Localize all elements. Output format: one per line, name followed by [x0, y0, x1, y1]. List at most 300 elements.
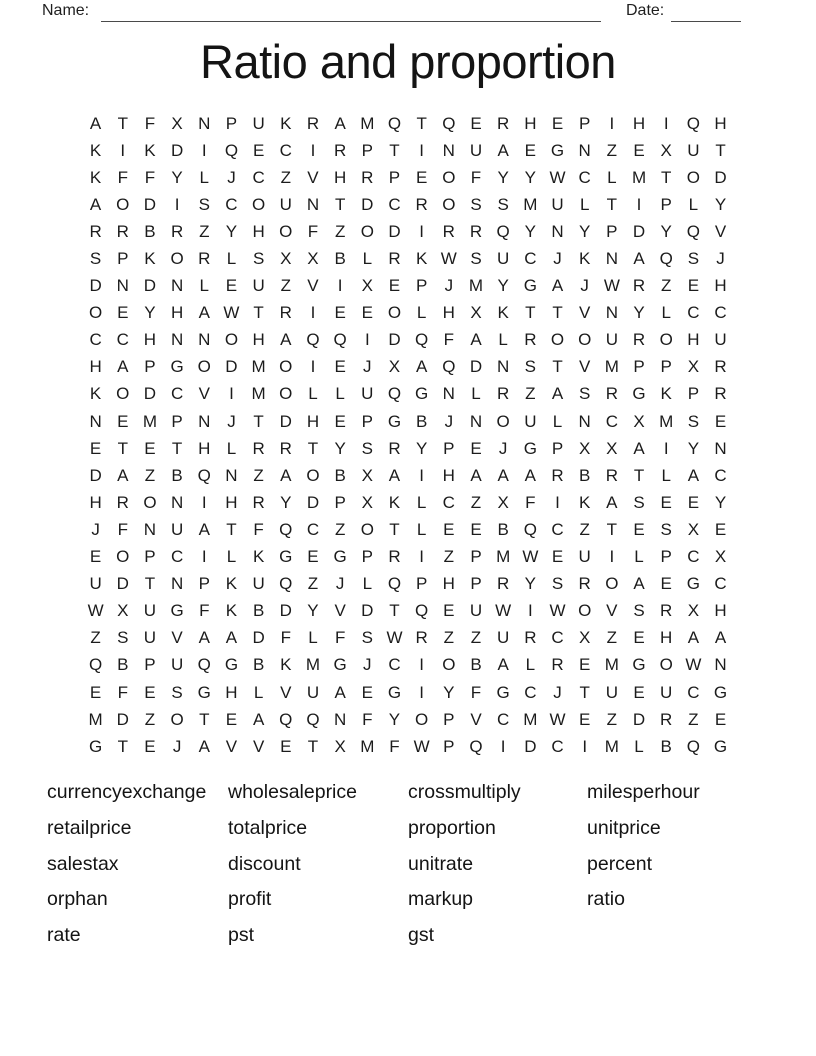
grid-letter: S [117, 628, 129, 648]
grid-letter: P [579, 113, 591, 133]
grid-letter: A [524, 465, 536, 485]
grid-letter: J [335, 574, 345, 594]
grid-letter: Z [334, 221, 346, 241]
grid-letter: U [252, 574, 265, 594]
grid-letter: Q [442, 113, 456, 133]
grid-letter: V [470, 709, 482, 729]
grid-letter: I [582, 736, 588, 756]
grid-letter: P [225, 113, 238, 133]
grid-letter: K [388, 492, 401, 512]
word-item: profit [228, 888, 272, 911]
grid-letter: U [687, 140, 700, 160]
grid-letter: O [88, 303, 103, 323]
grid-letter: E [89, 438, 102, 458]
grid-letter: L [199, 167, 209, 187]
grid-letter: Y [714, 194, 727, 214]
grid-letter: E [551, 113, 564, 133]
grid-letter: Z [606, 709, 618, 729]
grid-letter: F [525, 492, 536, 512]
grid-letter: Y [280, 492, 292, 512]
grid-letter: N [143, 519, 157, 539]
grid-letter: L [607, 167, 617, 187]
grid-letter: O [116, 547, 130, 567]
word-item: unitrate [408, 852, 474, 875]
grid-letter: E [633, 682, 645, 702]
grid-letter: T [253, 411, 264, 431]
grid-letter: U [497, 249, 510, 269]
grid-letter: P [144, 655, 156, 675]
grid-letter: P [415, 276, 428, 296]
grid-letter: T [171, 438, 183, 458]
grid-letter: U [306, 682, 320, 702]
grid-letter: D [143, 276, 157, 296]
grid-letter: O [279, 221, 293, 241]
name-blank-line [101, 0, 601, 22]
grid-letter: O [415, 709, 429, 729]
grid-letter: K [252, 547, 265, 567]
grid-letter: I [527, 601, 533, 621]
grid-letter: W [685, 655, 702, 675]
grid-letter: I [201, 492, 207, 512]
grid-letter: Y [334, 438, 346, 458]
grid-letter: R [632, 330, 646, 350]
grid-letter: C [714, 465, 727, 485]
grid-letter: N [605, 303, 618, 323]
grid-letter: D [632, 709, 646, 729]
grid-letter: W [549, 709, 566, 729]
grid-letter: R [524, 628, 537, 648]
grid-letter: L [362, 574, 373, 594]
grid-letter: U [605, 330, 618, 350]
grid-letter: Z [470, 492, 482, 512]
grid-letter: C [388, 194, 401, 214]
grid-letter: X [361, 492, 373, 512]
grid-letter: O [170, 709, 184, 729]
grid-letter: C [442, 492, 455, 512]
grid-letter: Y [225, 221, 238, 241]
grid-letter: B [334, 465, 346, 485]
grid-letter: O [578, 330, 592, 350]
grid-letter: A [89, 113, 102, 133]
grid-letter: E [117, 303, 129, 323]
grid-letter: T [525, 303, 536, 323]
grid-letter: K [660, 384, 672, 404]
grid-letter: F [443, 330, 455, 350]
grid-letter: Y [497, 167, 509, 187]
grid-letter: W [440, 249, 457, 269]
grid-letter: A [198, 303, 210, 323]
grid-letter: Z [606, 140, 618, 160]
grid-letter: R [605, 384, 618, 404]
grid-letter: O [197, 357, 211, 377]
grid-letter: D [388, 330, 401, 350]
grid-letter: P [633, 357, 645, 377]
word-item: orphan [47, 888, 108, 911]
grid-letter: S [551, 574, 564, 594]
grid-letter: K [144, 140, 156, 160]
grid-letter: V [579, 357, 591, 377]
grid-letter: V [198, 384, 210, 404]
grid-letter: B [144, 221, 156, 241]
grid-letter: A [497, 140, 509, 160]
grid-letter: R [524, 330, 537, 350]
word-item: proportion [408, 817, 496, 840]
grid-letter: P [660, 194, 672, 214]
grid-letter: A [497, 465, 509, 485]
grid-letter: Q [306, 709, 320, 729]
grid-letter: T [606, 194, 618, 214]
grid-letter: C [524, 682, 537, 702]
grid-letter: N [714, 438, 727, 458]
grid-letter: Q [387, 113, 402, 133]
grid-letter: N [714, 655, 727, 675]
grid-letter: M [604, 357, 619, 377]
grid-letter: H [89, 492, 102, 512]
grid-letter: E [89, 547, 102, 567]
grid-letter: M [360, 113, 375, 133]
grid-letter: Y [497, 276, 509, 296]
grid-letter: Q [306, 330, 320, 350]
grid-letter: I [120, 140, 126, 160]
grid-letter: O [279, 357, 293, 377]
grid-letter: O [360, 519, 374, 539]
grid-letter: A [198, 736, 210, 756]
grid-letter: S [579, 384, 591, 404]
grid-letter: S [660, 519, 672, 539]
grid-letter: A [388, 465, 401, 485]
grid-letter: D [632, 221, 646, 241]
grid-letter: R [279, 303, 292, 323]
grid-letter: G [224, 655, 239, 675]
grid-letter: U [605, 682, 618, 702]
grid-letter: I [419, 465, 425, 485]
grid-letter: X [497, 492, 509, 512]
grid-letter: U [551, 194, 564, 214]
grid-letter: Q [333, 330, 347, 350]
grid-letter: I [555, 492, 560, 512]
grid-letter: M [523, 709, 538, 729]
grid-letter: R [415, 628, 428, 648]
grid-letter: A [198, 519, 210, 539]
grid-letter: K [225, 574, 238, 594]
grid-letter: P [606, 221, 618, 241]
grid-letter: K [89, 140, 102, 160]
grid-letter: O [659, 655, 673, 675]
grid-letter: T [389, 140, 400, 160]
grid-letter: N [198, 411, 211, 431]
word-item: totalprice [228, 817, 308, 840]
grid-letter: E [280, 736, 292, 756]
grid-letter: C [714, 303, 727, 323]
grid-letter: U [170, 655, 184, 675]
grid-letter: J [580, 276, 589, 296]
grid-letter: V [307, 167, 319, 187]
grid-letter: I [229, 384, 234, 404]
grid-letter: A [117, 357, 129, 377]
grid-letter: C [306, 519, 320, 539]
grid-letter: R [442, 221, 455, 241]
grid-letter: M [305, 655, 321, 675]
grid-letter: F [470, 167, 482, 187]
grid-letter: U [170, 519, 184, 539]
grid-letter: G [387, 682, 402, 702]
grid-letter: D [143, 194, 157, 214]
grid-letter: S [171, 682, 183, 702]
grid-letter: T [144, 574, 156, 594]
grid-letter: T [579, 682, 590, 702]
grid-letter: Y [307, 601, 319, 621]
grid-letter: X [606, 438, 618, 458]
grid-letter: A [334, 682, 346, 702]
wordsearch-grid [82, 110, 734, 760]
grid-letter: O [143, 492, 157, 512]
grid-letter: Y [524, 167, 536, 187]
grid-letter: Y [388, 709, 401, 729]
grid-letter: G [333, 547, 347, 567]
grid-letter: J [363, 655, 372, 675]
grid-letter: Q [686, 221, 700, 241]
grid-letter: A [117, 465, 129, 485]
grid-letter: N [333, 709, 347, 729]
grid-letter: A [687, 628, 700, 648]
grid-letter: J [553, 249, 562, 269]
grid-letter: T [253, 303, 264, 323]
grid-letter: N [551, 221, 564, 241]
grid-letter: I [419, 682, 425, 702]
grid-letter: P [334, 492, 346, 512]
grid-letter: U [143, 628, 157, 648]
grid-letter: J [553, 682, 562, 702]
grid-letter: C [524, 249, 537, 269]
word-item: discount [228, 852, 301, 875]
grid-letter: E [144, 736, 156, 756]
grid-letter: U [469, 140, 483, 160]
grid-letter: A [470, 330, 482, 350]
grid-letter: X [633, 411, 645, 431]
grid-letter: Z [688, 709, 699, 729]
word-item: retailprice [47, 817, 132, 840]
grid-letter: R [116, 492, 129, 512]
grid-letter: M [631, 167, 647, 187]
grid-letter: I [636, 194, 642, 214]
grid-letter: M [142, 411, 158, 431]
grid-letter: L [498, 330, 508, 350]
grid-letter: B [252, 655, 265, 675]
grid-letter: N [578, 140, 591, 160]
grid-letter: B [497, 519, 509, 539]
grid-letter: T [552, 303, 563, 323]
grid-letter: I [609, 547, 615, 567]
grid-letter: Y [144, 303, 156, 323]
grid-letter: F [334, 628, 346, 648]
grid-letter: Z [525, 384, 536, 404]
grid-letter: H [198, 438, 211, 458]
grid-letter: G [632, 384, 646, 404]
grid-letter: F [362, 709, 373, 729]
grid-letter: G [632, 655, 646, 675]
grid-letter: C [551, 519, 564, 539]
grid-letter: R [116, 221, 129, 241]
grid-letter: M [523, 194, 538, 214]
grid-letter: C [388, 655, 401, 675]
grid-letter: X [117, 601, 129, 621]
grid-letter: T [117, 736, 128, 756]
grid-letter: E [633, 628, 645, 648]
grid-letter: O [442, 655, 456, 675]
grid-letter: M [360, 736, 375, 756]
grid-letter: E [144, 682, 156, 702]
grid-letter: B [470, 655, 482, 675]
grid-letter: R [388, 547, 401, 567]
grid-letter: N [605, 249, 618, 269]
grid-letter: N [198, 113, 211, 133]
grid-letter: I [310, 140, 316, 160]
grid-letter: D [306, 492, 320, 512]
grid-letter: T [117, 113, 128, 133]
grid-letter: C [687, 547, 700, 567]
grid-letter: E [470, 438, 482, 458]
grid-letter: C [578, 167, 591, 187]
grid-letter: K [225, 601, 238, 621]
grid-letter: H [687, 330, 700, 350]
date-blank-line [671, 0, 741, 22]
grid-letter: T [307, 736, 319, 756]
grid-letter: P [443, 709, 455, 729]
grid-letter: G [686, 574, 700, 594]
grid-letter: X [687, 357, 700, 377]
grid-letter: G [713, 682, 728, 702]
grid-letter: E [388, 276, 401, 296]
grid-letter: R [632, 276, 646, 296]
grid-letter: N [578, 411, 591, 431]
grid-letter: U [143, 601, 157, 621]
grid-letter: A [551, 276, 564, 296]
grid-letter: R [497, 113, 510, 133]
grid-letter: K [579, 249, 591, 269]
grid-letter: P [470, 547, 482, 567]
grid-letter: X [171, 113, 183, 133]
grid-letter: F [117, 519, 128, 539]
grid-letter: O [442, 194, 456, 214]
grid-letter: E [361, 682, 373, 702]
grid-letter: X [660, 140, 672, 160]
grid-letter: L [362, 249, 373, 269]
grid-letter: T [307, 438, 319, 458]
grid-letter: T [661, 167, 672, 187]
grid-letter: E [687, 276, 700, 296]
grid-letter: Q [415, 330, 429, 350]
grid-letter: O [387, 303, 402, 323]
grid-letter: X [579, 628, 591, 648]
grid-letter: Z [280, 276, 291, 296]
grid-letter: U [252, 113, 265, 133]
grid-letter: P [660, 547, 672, 567]
grid-letter: U [279, 194, 292, 214]
grid-letter: N [442, 140, 455, 160]
grid-letter: L [525, 655, 536, 675]
grid-letter: D [116, 574, 129, 594]
grid-letter: M [659, 411, 674, 431]
grid-letter: O [496, 411, 510, 431]
grid-letter: N [170, 492, 184, 512]
grid-letter: T [199, 709, 210, 729]
grid-letter: T [226, 519, 237, 539]
grid-letter: G [523, 438, 537, 458]
grid-letter: A [606, 492, 618, 512]
grid-letter: Q [415, 601, 429, 621]
grid-letter: O [605, 574, 619, 594]
grid-letter: H [225, 682, 238, 702]
grid-letter: V [171, 628, 183, 648]
grid-letter: H [225, 492, 238, 512]
grid-letter: G [170, 357, 184, 377]
grid-letter: F [199, 601, 210, 621]
grid-letter: R [198, 249, 211, 269]
word-item: salestax [47, 852, 119, 875]
grid-letter: G [523, 276, 537, 296]
grid-letter: E [415, 167, 428, 187]
grid-letter: W [549, 167, 566, 187]
grid-letter: Z [443, 628, 455, 648]
word-item: milesperhour [587, 781, 700, 804]
grid-letter: E [144, 438, 156, 458]
grid-letter: Z [606, 628, 618, 648]
grid-letter: D [279, 601, 292, 621]
grid-letter: O [170, 249, 184, 269]
grid-letter: D [143, 384, 157, 404]
grid-letter: I [419, 221, 425, 241]
grid-letter: A [687, 465, 700, 485]
grid-letter: E [225, 709, 238, 729]
grid-letter: H [170, 303, 184, 323]
grid-letter: E [470, 519, 482, 539]
grid-letter: F [307, 221, 319, 241]
grid-letter: H [442, 465, 455, 485]
grid-letter: Q [197, 465, 211, 485]
grid-letter: A [225, 628, 238, 648]
grid-letter: O [659, 330, 673, 350]
grid-letter: N [116, 276, 129, 296]
grid-letter: E [524, 140, 536, 160]
grid-letter: F [117, 167, 128, 187]
grid-letter: I [419, 140, 425, 160]
grid-letter: E [687, 492, 700, 512]
grid-letter: L [661, 465, 671, 485]
grid-letter: L [416, 519, 427, 539]
grid-letter: D [89, 276, 102, 296]
grid-letter: E [252, 140, 265, 160]
grid-letter: B [252, 601, 265, 621]
grid-letter: X [470, 303, 482, 323]
grid-letter: O [550, 330, 565, 350]
grid-letter: Q [659, 249, 673, 269]
grid-letter: D [225, 357, 238, 377]
grid-letter: C [497, 709, 510, 729]
grid-letter: A [252, 709, 265, 729]
grid-letter: W [495, 601, 512, 621]
grid-letter: F [117, 682, 128, 702]
grid-letter: A [633, 574, 645, 594]
grid-letter: K [89, 384, 102, 404]
grid-letter: I [663, 438, 669, 458]
grid-letter: E [470, 113, 482, 133]
grid-letter: X [714, 547, 727, 567]
grid-letter: I [174, 194, 180, 214]
grid-letter: B [415, 411, 428, 431]
grid-letter: T [389, 601, 400, 621]
grid-letter: S [633, 601, 645, 621]
grid-letter: I [419, 547, 425, 567]
